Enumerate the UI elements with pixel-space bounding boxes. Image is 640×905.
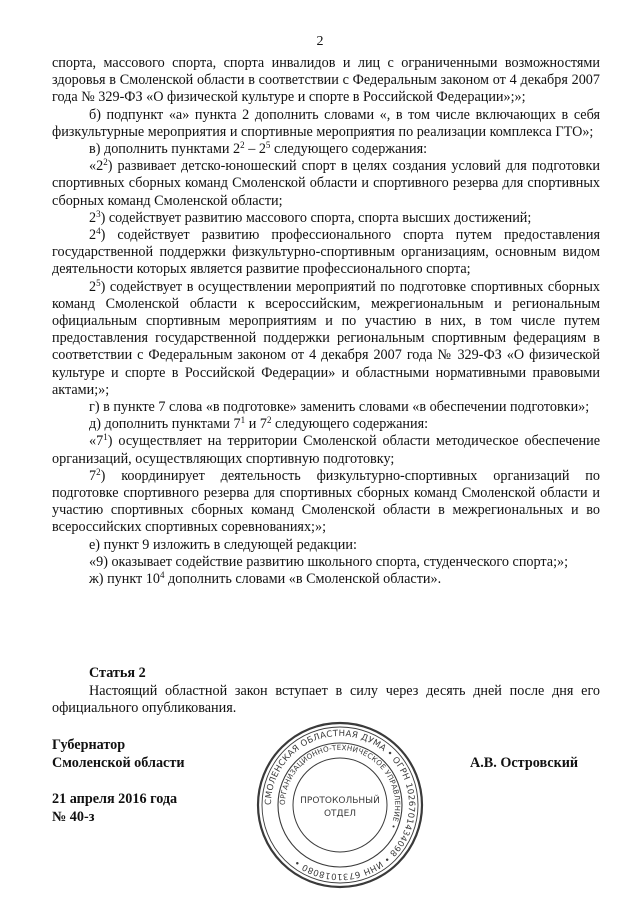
paragraph-text: ) содействует развитию профессионального спорта путем предоставления государственной поддержки физкультурно-спортивным организациям, основным видом деятельности которых является развитие профессионального спорта;: [52, 227, 600, 278]
stamp-center-line2: ОТДЕЛ: [323, 809, 357, 819]
law-paragraph: [52, 279, 600, 399]
paragraph-text: 2: [89, 227, 97, 244]
article-heading: Статья 2: [89, 665, 146, 681]
law-paragraph: [52, 433, 600, 467]
signatory-title: [52, 737, 185, 772]
law-paragraph: [52, 227, 600, 279]
paragraph-text: ) развивает детско-юношеский спорт в целях создания условий для подготовки спортивных сборных команд Смоленской области и спортивного резерва для спортивных сборных команд Смоленской области;: [52, 158, 600, 209]
paragraph-text: «7: [89, 433, 104, 450]
paragraph-text: «2: [89, 158, 104, 175]
paragraph-text: 7: [89, 467, 97, 484]
paragraph-text: г) в пункте 7 слова «в подготовке» заменить словами «в обеспечении подготовки»;: [89, 399, 590, 416]
law-paragraph: [52, 554, 600, 571]
paragraph-text: д) дополнить пунктами 7: [89, 416, 241, 433]
superscript-index: 2: [96, 466, 101, 477]
superscript-index: 5: [265, 140, 271, 151]
paragraph-text: «9) оказывает содействие развитию школьного спорта, студенческого спорта;»;: [89, 553, 569, 570]
law-paragraph: [52, 399, 600, 416]
superscript-index: 2: [266, 415, 272, 426]
superscript-index: 1: [240, 415, 246, 426]
superscript-index: 1: [103, 432, 108, 443]
paragraph-text: в) дополнить пунктами 2: [89, 141, 241, 158]
law-paragraph: [52, 158, 600, 210]
superscript-index: 3: [96, 208, 101, 219]
paragraph-text: ж) пункт 10: [89, 571, 160, 588]
paragraph-text: 2: [89, 209, 97, 226]
official-stamp: [255, 720, 425, 890]
paragraph-text: и 7: [245, 416, 267, 433]
paragraph-text: ) содействует в осуществлении мероприятий по подготовке спортивных сборных команд Смоленской области к всероссийским, межрегиональным и региональным официальным спортивным мероприятиям и по участию в них, в том числе путем предоставления государственной поддержки региональным спортивным федерациям в соответствии с Федеральным законом от 4 декабря 2007 года № 329-ФЗ «О физической культуре и спорте в Российской Федерации» и областными нормативными правовыми актами;»;: [52, 278, 600, 398]
law-amendment-text: [52, 55, 600, 588]
paragraph-text: следующего содержания:: [270, 141, 428, 158]
article-paragraph: Настоящий областной закон вступает в силу через десять дней после дня его официального опубликования.: [52, 683, 600, 717]
superscript-index: 2: [103, 157, 108, 168]
law-date: 21 апреля 2016 года: [52, 791, 178, 807]
paragraph-text: ) координирует деятельность физкультурно-спортивных организаций по подготовке спортивного резерва для спортивных сборных команд Смоленской области и участию спортивных сборных команд Смоленской области в межрегиональных и во всероссийских спортивных соревнованиях;»;: [52, 467, 600, 536]
stamp-center-line1: ПРОТОКОЛЬНЫЙ: [300, 796, 380, 806]
stamp-outer-text: СМОЛЕНСКАЯ ОБЛАСТНАЯ ДУМА • ОГРН 1026701434098 • ИНН 6731018080 •: [263, 728, 417, 882]
law-paragraph: [52, 210, 600, 227]
paragraph-text: дополнить словами «в Смоленской области».: [164, 571, 442, 588]
paragraph-text: е) пункт 9 изложить в следующей редакции:: [89, 536, 357, 553]
superscript-index: 4: [160, 570, 165, 581]
superscript-index: 4: [96, 226, 101, 237]
law-paragraph: [52, 107, 600, 141]
law-paragraph: [52, 141, 600, 158]
law-number: № 40-з: [52, 808, 95, 825]
law-paragraph: [52, 416, 600, 433]
paragraph-text: ) содействует развитию массового спорта, спорта высших достижений;: [100, 209, 532, 226]
page-number: 2: [316, 34, 324, 49]
signatory-title-line1: Губернатор: [52, 737, 126, 753]
superscript-index: 2: [240, 140, 245, 151]
superscript-index: 5: [96, 277, 101, 288]
paragraph-text: ) осуществляет на территории Смоленской области методическое обеспечение организаций, осуществляющих спортивную подготовку;: [52, 433, 600, 467]
stamp-inner-text: ОРГАНИЗАЦИОННО-ТЕХНИЧЕСКОЕ УПРАВЛЕНИЕ •: [277, 742, 403, 831]
article-body: [52, 683, 600, 717]
paragraph-text: 2: [89, 278, 97, 295]
law-paragraph: [52, 468, 600, 537]
law-paragraph: [52, 55, 600, 107]
stamp-seal: [255, 720, 425, 890]
law-paragraph: [52, 571, 600, 588]
signatory-name: А.В. Островский: [470, 755, 579, 771]
law-date-number: [52, 791, 177, 826]
paragraph-text: б) подпункт «а» пункта 2 дополнить словами «, в том числе включающих в себя физкультурные мероприятия и спортивные мероприятия по реализации комплекса ГТО»;: [52, 106, 600, 140]
paragraph-text: спорта, массового спорта, спорта инвалидов и лиц с ограниченными возможностями здоровья в Смоленской области в соответствии с Федеральным законом от 4 декабря 2007 года № 329-ФЗ «О физической культуре и спорте в Российской Федерации»;»;: [52, 55, 600, 106]
law-paragraph: [52, 537, 600, 554]
signatory-title-line2: Смоленской области: [52, 754, 185, 771]
paragraph-text: – 2: [244, 141, 266, 158]
paragraph-text: следующего содержания:: [271, 416, 429, 433]
